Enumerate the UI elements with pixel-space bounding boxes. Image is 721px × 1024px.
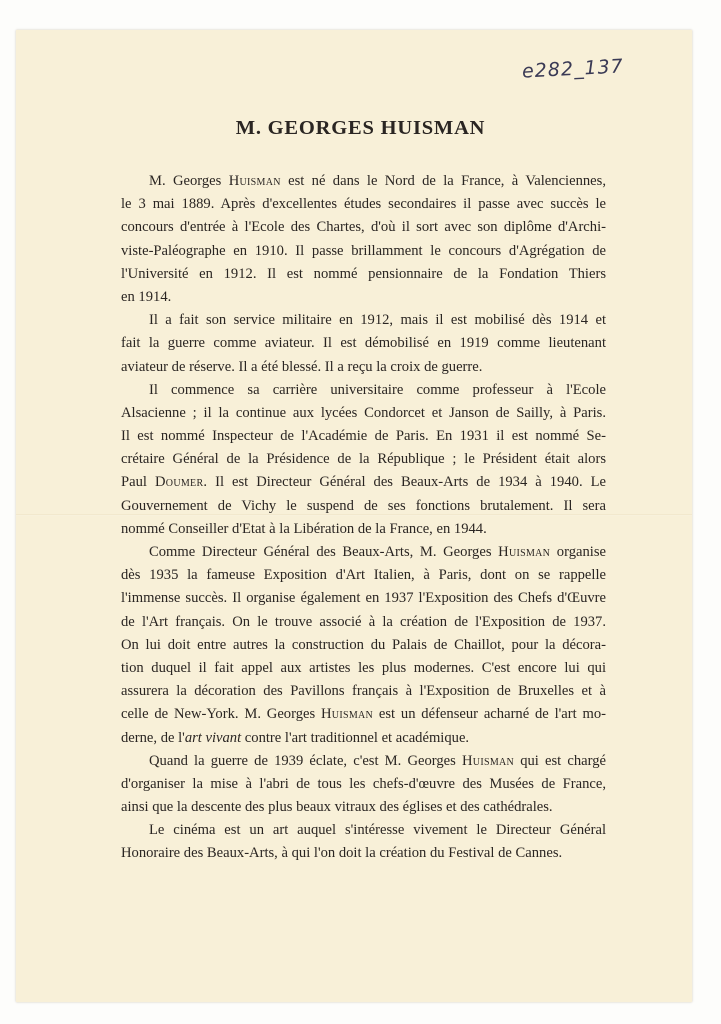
text-line (121, 727, 606, 750)
text-line (121, 240, 606, 263)
text-segment: Honoraire des Beaux-Arts, à qui l'on doit la création du Festival de Cannes. (121, 845, 563, 862)
text-segment: qui est chargé (514, 752, 606, 769)
text-line (121, 587, 606, 610)
text-segment: assurera la décoration des Pavillons français à l'Exposition de Bruxelles et à (121, 683, 606, 700)
paragraph (121, 750, 606, 820)
text-segment: On lui doit entre autres la construction du Palais de Chaillot, pour la décora- (121, 636, 606, 653)
text-line (121, 263, 606, 286)
text-segment: Il a fait son service militaire en 1912, mais il est mobilisé dès 1914 et (149, 312, 606, 329)
text-segment: fait la guerre comme aviateur. Il est démobilisé en 1919 comme lieutenant (121, 335, 606, 352)
document-title: M. GEORGES HUISMAN (235, 117, 486, 139)
text-segment: d'organiser la mise à l'abri de tous les chefs-d'œuvre des Musées de France, (121, 775, 606, 792)
paragraph (121, 819, 606, 865)
paragraph (121, 309, 606, 379)
text-segment: celle de New-York. M. Georges (121, 706, 321, 723)
text-segment: Il commence sa carrière universitaire comme professeur à l'Ecole (149, 381, 606, 398)
text-line (121, 518, 606, 541)
text-segment: est un défenseur acharné de l'art mo- (373, 706, 606, 723)
text-line (121, 773, 606, 796)
text-line (121, 541, 606, 564)
small-caps-name: Huisman (498, 544, 551, 560)
small-caps-name: Huisman (228, 173, 281, 189)
text-segment: le 3 mai 1889. Après d'excellentes études secondaires il passe avec succès le (121, 196, 606, 213)
text-segment: en 1914. (121, 288, 172, 305)
text-segment: de l'Art français. On le trouve associé à la création de l'Exposition de 1937. (121, 613, 606, 630)
text-line (121, 680, 606, 703)
text-segment: ainsi que la descente des plus beaux vitraux des églises et des cathédrales. (121, 799, 553, 816)
text-segment: organise (550, 544, 606, 560)
italic-text: art vivant (184, 729, 242, 746)
text-segment: viste-Paléographe en 1910. Il passe brillamment le concours d'Agrégation de (121, 242, 606, 259)
document-body (121, 170, 606, 866)
text-line (121, 309, 606, 332)
text-line (121, 170, 606, 193)
paragraph (121, 170, 606, 309)
text-line (121, 564, 606, 587)
text-line (121, 193, 606, 216)
text-line (121, 356, 606, 379)
text-line (121, 332, 606, 355)
text-segment: Quand la guerre de 1939 éclate, c'est M. Georges (149, 752, 462, 769)
text-line (121, 448, 606, 471)
text-segment: dès 1935 la fameuse Exposition d'Art Italien, à Paris, dont on se rappelle (121, 567, 606, 584)
small-caps-name: Doumer (154, 474, 204, 491)
text-segment: Gouvernement de Vichy le suspend de ses fonctions brutalement. Il sera (121, 497, 606, 514)
text-line (121, 819, 606, 842)
text-segment: derne, de l' (121, 729, 185, 746)
text-line (121, 379, 606, 402)
text-segment: tion duquel il fait appel aux artistes les plus modernes. C'est encore lui qui (121, 659, 606, 676)
handwritten-archive-number: e282_137 (521, 55, 625, 83)
text-segment: crétaire Général de la Présidence de la République ; le Président était alors (121, 451, 606, 468)
text-segment: nommé Conseiller d'Etat à la Libération de la France, en 1944. (121, 520, 487, 537)
text-segment: contre l'art traditionnel et académique. (241, 729, 470, 746)
text-segment: est né dans le Nord de la France, à Valenciennes, (280, 173, 606, 189)
text-segment: Alsacienne ; il la continue aux lycées Condorcet et Janson de Sailly, à Paris. (121, 404, 606, 421)
paragraph (121, 541, 606, 750)
text-segment: M. Georges (149, 173, 229, 189)
text-line (121, 495, 606, 518)
text-segment: Il est nommé Inspecteur de l'Académie de Paris. En 1931 il est nommé Se- (121, 428, 606, 445)
text-line (121, 657, 606, 680)
text-segment: Paul (121, 474, 155, 491)
text-line (121, 611, 606, 634)
text-segment: l'immense succès. Il organise également en 1937 l'Exposition des Chefs d'Œuvre (121, 590, 606, 607)
text-line (121, 286, 606, 309)
text-line (121, 842, 606, 865)
text-line (121, 216, 606, 239)
text-line (121, 402, 606, 425)
text-line (121, 471, 606, 494)
text-line (121, 796, 606, 819)
text-line (121, 634, 606, 657)
text-line (121, 703, 606, 726)
text-line (121, 425, 606, 448)
text-segment: Le cinéma est un art auquel s'intéresse vivement le Directeur Général (149, 822, 606, 839)
text-segment: concours d'entrée à l'Ecole des Chartes, d'où il sort avec son diplôme d'Archi- (121, 219, 606, 236)
text-segment: aviateur de réserve. Il a été blessé. Il a reçu la croix de guerre. (121, 358, 483, 375)
text-segment: l'Université en 1912. Il est nommé pensionnaire de la Fondation Thiers (121, 265, 606, 282)
text-line (121, 750, 606, 773)
text-segment: Comme Directeur Général des Beaux-Arts, M. Georges (149, 544, 499, 560)
paragraph (121, 379, 606, 541)
small-caps-name: Huisman (320, 706, 374, 723)
small-caps-name: Huisman (461, 752, 515, 769)
text-segment: . Il est Directeur Général des Beaux-Arts de 1934 à 1940. Le (203, 474, 607, 491)
